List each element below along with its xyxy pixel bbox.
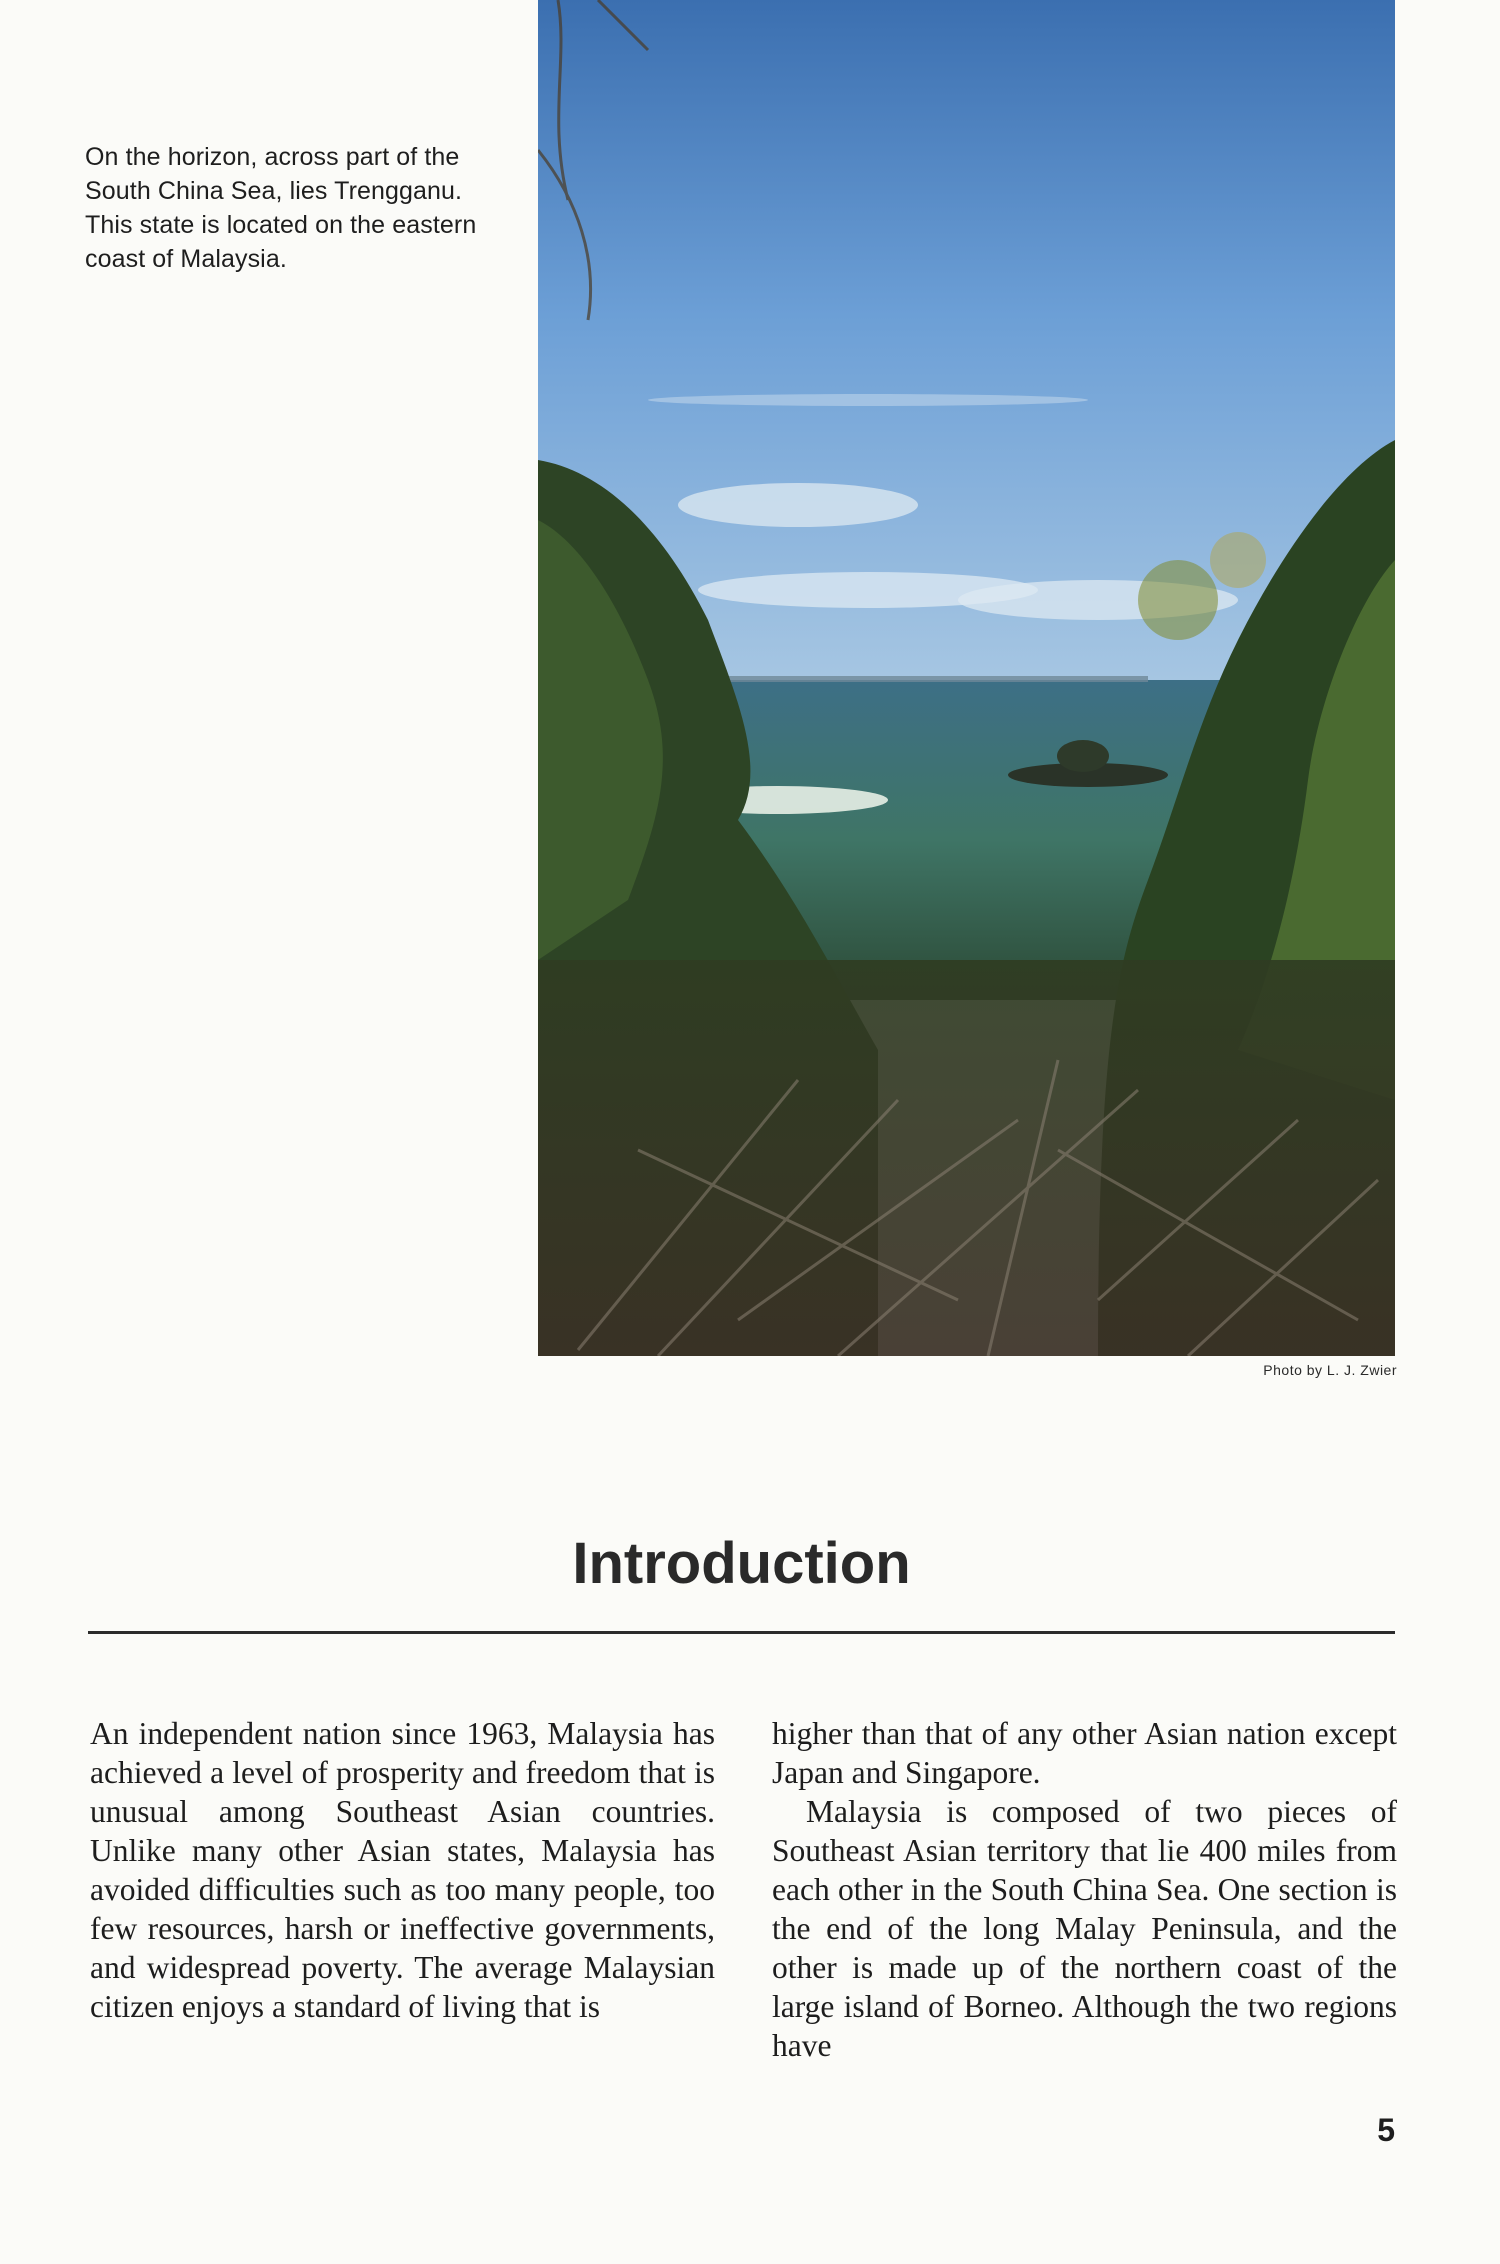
body-column-left xyxy=(90,1714,715,2026)
body-column-right xyxy=(772,1714,1397,2065)
body-paragraph: higher than that of any other Asian nation except Japan and Singapore. xyxy=(772,1716,1397,1790)
photo-caption: On the horizon, across part of the South China Sea, lies Trengganu. This state is located on the eastern coast of Malaysia. xyxy=(85,143,477,273)
page-number: 5 xyxy=(1377,2112,1395,2148)
coastal-photo xyxy=(538,0,1395,1356)
body-paragraph: An independent nation since 1963, Malaysia has achieved a level of prosperity and freedom that is unusual among Southeast Asian countries. Unlike many other Asian states, Malaysia has avoided difficulties such as too many people, too few resources, harsh or ineffective governments, and widespread poverty. The average Malaysian citizen enjoys a standard of living that is xyxy=(90,1716,715,2024)
heading-rule xyxy=(88,1631,1395,1634)
body-paragraph: Malaysia is composed of two pieces of Southeast Asian territory that lie 400 miles from each other in the South China Sea. One section is the end of the long Malay Peninsula, and the other is made up of the northern coast of the large island of Borneo. Although the two regions have xyxy=(772,1794,1397,2063)
section-heading: Introduction xyxy=(572,1531,911,1596)
photo-credit: Photo by L. J. Zwier xyxy=(1263,1362,1397,1378)
